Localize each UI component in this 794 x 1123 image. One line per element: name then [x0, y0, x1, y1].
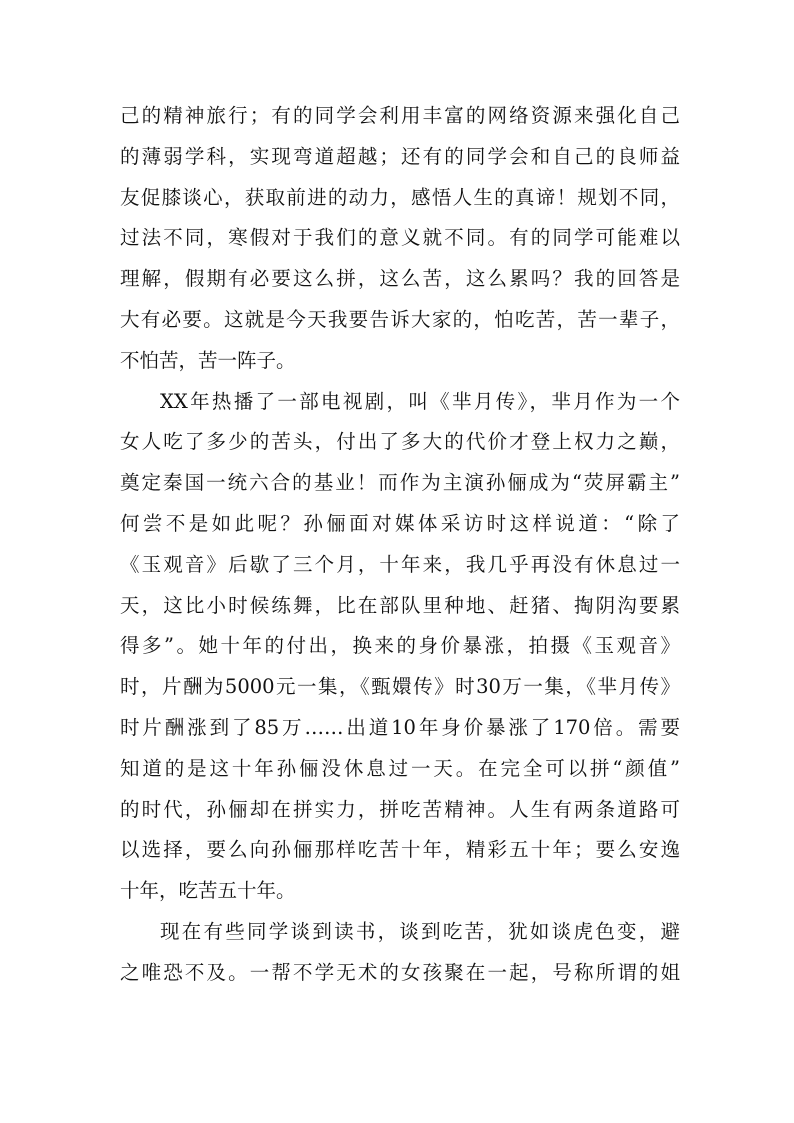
- document-body: [120, 96, 680, 994]
- text-line: 之唯恐不及。一帮不学无术的女孩聚在一起，号称所谓的姐: [120, 960, 680, 984]
- text-line: 己的精神旅行；有的同学会利用丰富的网络资源来强化自己: [120, 104, 680, 127]
- text-line: 不怕苦，苦一阵子。: [120, 348, 296, 372]
- text-line: 奠定秦国一统六合的基业！而作为主演孙俪成为“荧屏霸主”: [120, 471, 680, 495]
- text-line: 知道的是这十年孙俪没休息过一天。在完全可以拼“颜值”: [120, 756, 680, 780]
- text-line: 过法不同，寒假对于我们的意义就不同。有的同学可能难以: [120, 226, 680, 250]
- text-line: 得多”。她十年的付出，换来的身价暴涨，拍摄《玉观音》: [120, 634, 680, 658]
- text-line: 何尝不是如此呢？孙俪面对媒体采访时这样说道：“除了: [120, 511, 680, 535]
- text-line: 大有必要。这就是今天我要告诉大家的，怕吃苦，苦一辈子，: [120, 307, 680, 331]
- text-line: 时，片酬为5000元一集，《甄嬛传》时30万一集，《芈月传》: [120, 675, 680, 699]
- text-line: 《玉观音》后歇了三个月，十年来，我几乎再没有休息过一: [120, 552, 680, 576]
- text-line: XX年热播了一部电视剧，叫《芈月传》，芈月作为一个: [160, 389, 680, 413]
- text-line: 以选择，要么向孙俪那样吃苦十年，精彩五十年；要么安逸: [120, 838, 680, 862]
- text-line: 的薄弱学科，实现弯道超越；还有的同学会和自己的良师益: [120, 144, 680, 168]
- paragraph-1: [120, 96, 680, 382]
- text-line: 女人吃了多少的苦头，付出了多大的代价才登上权力之巅，: [120, 430, 680, 454]
- paragraph-2: [120, 382, 680, 912]
- text-line: 时片酬涨到了85万……出道10年身价暴涨了170倍。需要: [120, 715, 680, 739]
- text-line: 的时代，孙俪却在拼实力，拼吃苦精神。人生有两条道路可: [120, 797, 680, 821]
- text-line: 天，这比小时候练舞，比在部队里种地、赶猪、掏阴沟要累: [120, 593, 680, 617]
- text-line: 十年，吃苦五十年。: [120, 879, 296, 903]
- text-line: 现在有些同学谈到读书，谈到吃苦，犹如谈虎色变，避: [160, 919, 680, 943]
- text-line: 理解，假期有必要这么拼，这么苦，这么累吗？我的回答是: [120, 267, 680, 291]
- paragraph-3: [120, 912, 680, 994]
- text-line: 友促膝谈心，获取前进的动力，感悟人生的真谛！规划不同，: [120, 185, 680, 209]
